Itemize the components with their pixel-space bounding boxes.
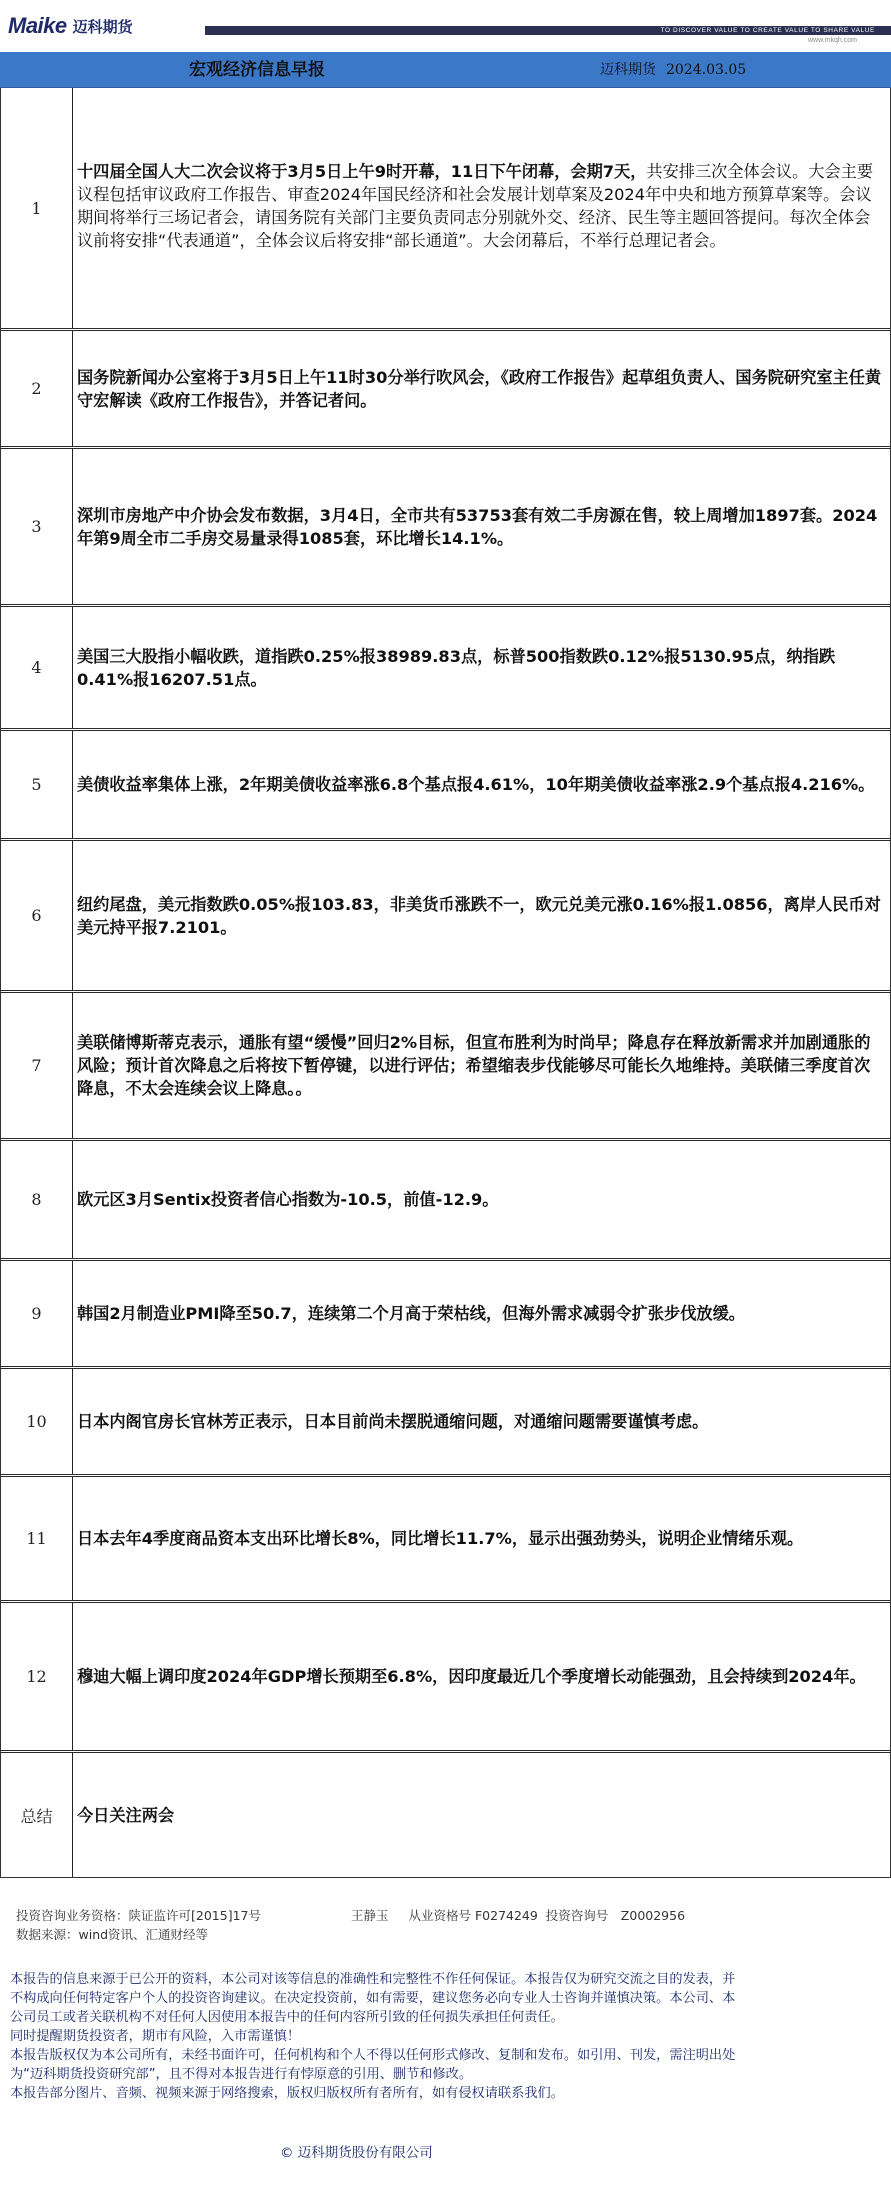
- qualification: 投资咨询业务资格：陕证监许可[2015]17号: [16, 1908, 261, 1923]
- news-row: [1, 1138, 890, 1258]
- disclaimer-paragraph: 本报告部分图片、音频、视频来源于网络搜索，版权归版权所有者所有，如有侵权请联系我们。: [10, 2086, 564, 2101]
- news-text: [73, 841, 890, 990]
- news-row: [1, 838, 890, 990]
- row-number: 3: [1, 449, 73, 604]
- news-row: [1, 1258, 890, 1366]
- news-headline: 日本内阁官房长官林芳正表示，日本目前尚未摆脱通缩问题，对通缩问题需要谨慎考虑。: [77, 1412, 709, 1431]
- news-headline: 十四届全国人大二次会议将于3月5日上午9时开幕，11日下午闭幕，会期7天，: [77, 162, 647, 181]
- news-text: [73, 607, 890, 728]
- company-name: 迈科期货: [600, 62, 656, 78]
- news-headline: 日本去年4季度商品资本支出环比增长8%，同比增长11.7%，显示出强劲势头，说明企业情绪乐观。: [77, 1529, 804, 1548]
- news-row: [1, 990, 890, 1138]
- summary-headline: 今日关注两会: [77, 1805, 175, 1825]
- news-headline: 美国三大股指小幅收跌，道指跌0.25%报38989.83点，标普500指数跌0.12%报5130.95点，纳指跌0.41%报16207.51点。: [77, 646, 836, 689]
- news-text: [73, 1477, 890, 1600]
- consult-number: 投资咨询号 Z0002956: [545, 1908, 686, 1923]
- news-headline: 穆迪大幅上调印度2024年GDP增长预期至6.8%，因印度最近几个季度增长动能强劲，且会持续到2024年。: [77, 1667, 866, 1686]
- news-text: [73, 1261, 890, 1366]
- disclaimer-paragraph: 本报告的信息来源于已公开的资料，本公司对该等信息的准确性和完整性不作任何保证。本报告仅为研究交流之目的发表，并不构成向任何特定客户个人的投资咨询建议。在决定投资前，如有需要，建议您务必向专业人士咨询并谨慎决策。本公司、本公司员工或者关联机构不对任何人因使用本报告中的任何内容所引致的任何损失承担任何责任。: [10, 1972, 736, 2025]
- row-number: 10: [1, 1369, 73, 1474]
- row-number: 11: [1, 1477, 73, 1600]
- news-text: [73, 1369, 890, 1474]
- news-text: [73, 88, 890, 328]
- news-text: [73, 993, 890, 1138]
- disclaimer: [10, 1970, 745, 2103]
- news-headline: 国务院新闻办公室将于3月5日上午11时30分举行吹风会，《政府工作报告》起草组负责人、国务院研究室主任黄守宏解读《政府工作报告》，并答记者问。: [77, 367, 882, 410]
- disclaimer-paragraph: 本报告版权仅为本公司所有，未经书面许可，任何机构和个人不得以任何形式修改、复制和发布。如引用、刊发，需注明出处为“迈科期货投资研究部”，且不得对本报告进行有悖原意的引用、删节和修改。: [10, 2048, 736, 2082]
- company-logo: [8, 14, 133, 38]
- news-headline: 美债收益率集体上涨，2年期美债收益率涨6.8个基点报4.61%，10年期美债收益率涨2.9个基点报4.216%。: [77, 775, 875, 794]
- summary-text: [73, 1753, 890, 1877]
- news-headline: 韩国2月制造业PMI降至50.7，连续第二个月高于荣枯线，但海外需求减弱令扩张步伐放缓。: [77, 1304, 745, 1323]
- website-url: www.mkqh.com: [807, 37, 857, 44]
- report-date: 2024.03.05: [666, 62, 747, 78]
- row-number: 6: [1, 841, 73, 990]
- row-number: 7: [1, 993, 73, 1138]
- news-text: [73, 449, 890, 604]
- news-headline: 美联储博斯蒂克表示，通胀有望“缓慢”回归2%目标，但宣布胜利为时尚早；降息存在释放新需求并加剧通胀的风险；预计首次降息之后将按下暂停键，以进行评估；希望缩表步伐能够尽可能长久地维持。美联储三季度首次降息，不太会连续会议上降息。。: [77, 1033, 871, 1098]
- row-number: 12: [1, 1603, 73, 1750]
- news-headline: 深圳市房地产中介协会发布数据，3月4日，全市共有53753套有效二手房源在售，较上周增加1897套。2024年第9周全市二手房交易量录得1085套，环比增长14.1%。: [77, 505, 878, 548]
- row-number: 5: [1, 731, 73, 838]
- slogan: TO DISCOVER VALUE TO CREATE VALUE TO SHARE VALUE: [660, 27, 875, 34]
- news-headline: 纽约尾盘，美元指数跌0.05%报103.83，非美货币涨跌不一，欧元兑美元涨0.16%报1.0856，离岸人民币对美元持平报7.2101。: [77, 894, 881, 937]
- news-row: [1, 88, 890, 328]
- analyst-info: [16, 1906, 685, 1944]
- report-title-bar: [0, 52, 891, 88]
- logo-chinese: 迈科期货: [72, 17, 133, 36]
- top-banner: [0, 0, 891, 50]
- news-table: [0, 88, 891, 1878]
- report-title: 宏观经济信息早报: [189, 60, 325, 80]
- news-row: [1, 1600, 890, 1750]
- news-text: [73, 731, 890, 838]
- disclaimer-paragraph: 同时提醒期货投资者，期市有风险，入市需谨慎！: [10, 2029, 301, 2044]
- news-headline: 欧元区3月Sentix投资者信心指数为-10.5，前值-12.9。: [77, 1190, 499, 1209]
- news-body: 共安排三次全体会议。大会主要议程包括审议政府工作报告、审查2024年国民经济和社会发展计划草案及2024年中央和地方预算草案等。会议期间将举行三场记者会，请国务院有关部门主要负责同志分别就外交、经济、民生等主题回答提问。每次全体会议前将安排“代表通道”，全体会议后将安排“部长通道”。大会闭幕后，不举行总理记者会。: [77, 162, 874, 250]
- news-text: [73, 1603, 890, 1750]
- news-row: [1, 604, 890, 728]
- news-row: [1, 728, 890, 838]
- certificate-number: 从业资格号 F0274249: [408, 1908, 538, 1923]
- qualification-line: [16, 1906, 685, 1925]
- row-number: 9: [1, 1261, 73, 1366]
- summary-label: 总结: [1, 1753, 73, 1877]
- news-text: [73, 331, 890, 446]
- news-row: [1, 1474, 890, 1600]
- news-text: [73, 1141, 890, 1258]
- copyright: © 迈科期货股份有限公司: [280, 2145, 433, 2161]
- news-row: [1, 328, 890, 446]
- news-row: [1, 446, 890, 604]
- report-meta: [600, 52, 746, 88]
- row-number: 4: [1, 607, 73, 728]
- row-number: 2: [1, 331, 73, 446]
- news-row: [1, 1366, 890, 1474]
- data-source: 数据来源：wind资讯、汇通财经等: [16, 1927, 209, 1942]
- summary-row: [1, 1750, 890, 1878]
- analyst-name: 王静玉: [350, 1908, 389, 1923]
- row-number: 8: [1, 1141, 73, 1258]
- logo-english: Maike: [8, 13, 67, 38]
- row-number: 1: [1, 88, 73, 328]
